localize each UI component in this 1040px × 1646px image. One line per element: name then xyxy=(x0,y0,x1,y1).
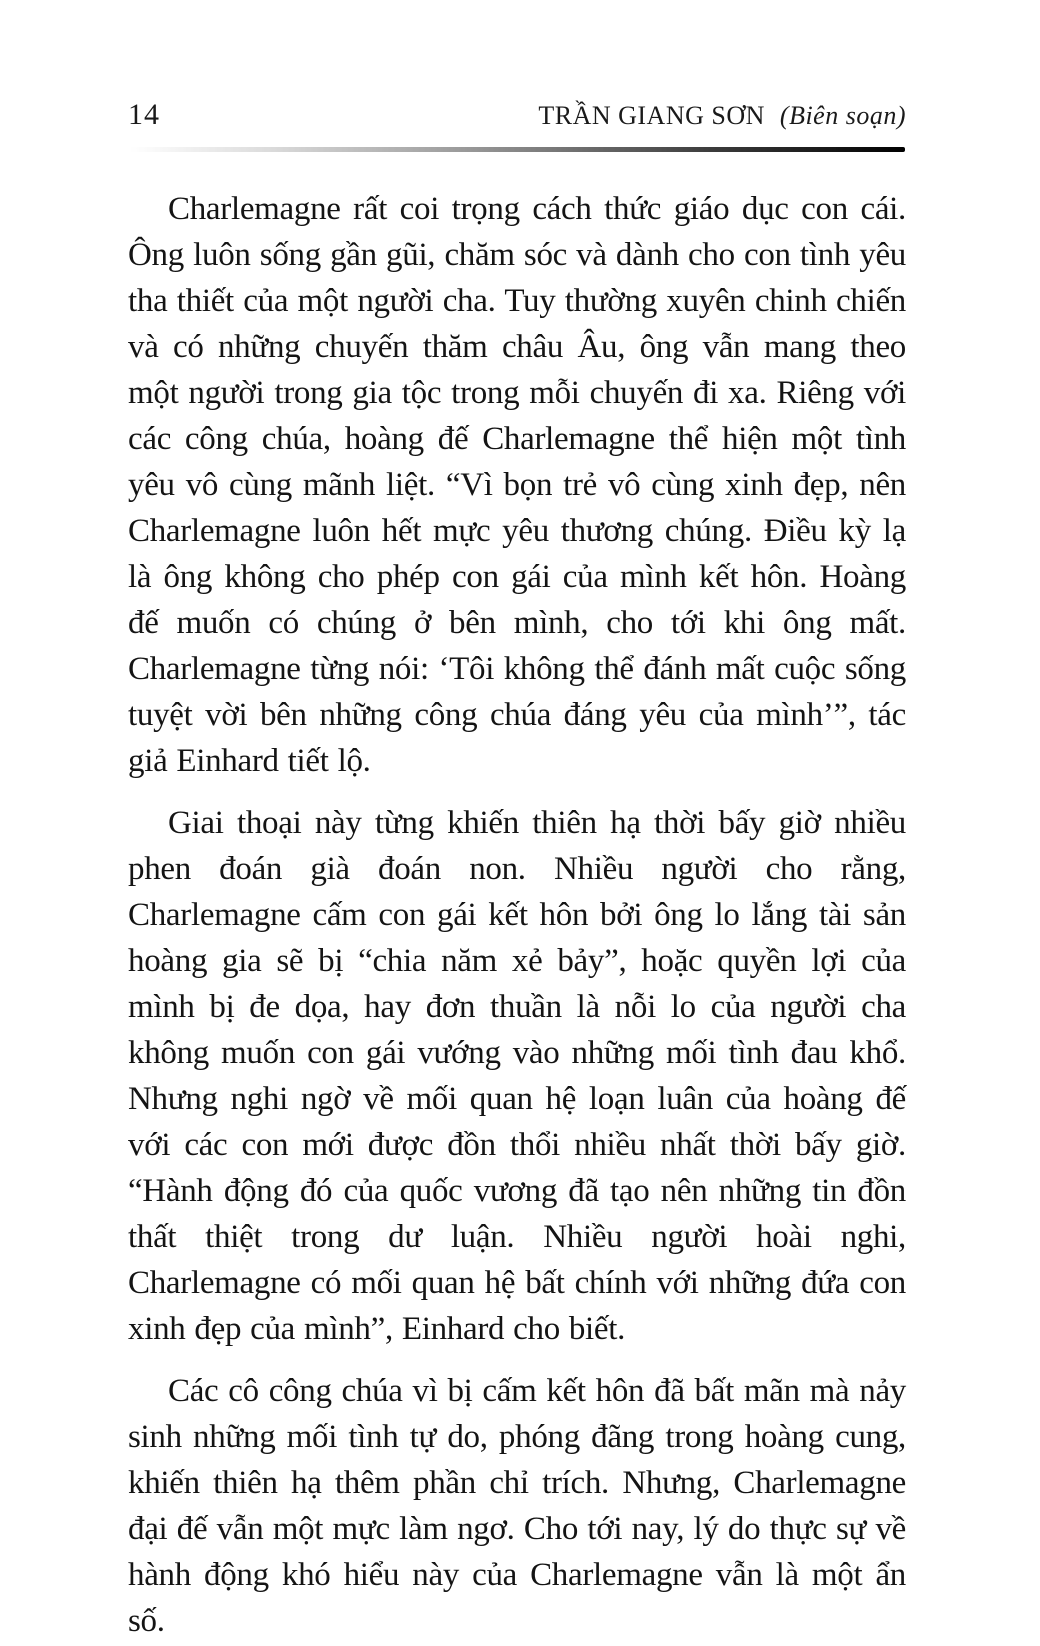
page-header xyxy=(128,98,906,132)
body-paragraph-1: Charlemagne rất coi trọng cách thức giáo dục con cái. Ông luôn sống gần gũi, chăm sóc và dành cho con tình yêu tha thiết của một người cha. Tuy thường xuyên chinh chiến và có những chuyến thăm châu Âu, ông vẫn mang theo một người trong gia tộc trong mỗi chuyến đi xa. Riêng với các công chúa, hoàng đế Charlemagne thể hiện một tình yêu vô cùng mãnh liệt. “Vì bọn trẻ vô cùng xinh đẹp, nên Charlemagne luôn hết mực yêu thương chúng. Điều kỳ lạ là ông không cho phép con gái của mình kết hôn. Hoàng đế muốn có chúng ở bên mình, cho tới khi ông mất. Charlemagne từng nói: ‘Tôi không thể đánh mất cuộc sống tuyệt vời bên những công chúa đáng yêu của mình’”, tác giả Einhard tiết lộ. xyxy=(128,191,906,779)
body-paragraph-2: Giai thoại này từng khiến thiên hạ thời bấy giờ nhiều phen đoán già đoán non. Nhiều người cho rằng, Charlemagne cấm con gái kết hôn bởi ông lo lắng tài sản hoàng gia sẽ bị “chia năm xẻ bảy”, hoặc quyền lợi của mình bị đe dọa, hay đơn thuần là nỗi lo của người cha không muốn con gái vướng vào những mối tình đau khổ. Nhưng nghi ngờ về mối quan hệ loạn luân của hoàng đế với các con mới được đồn thổi nhiều nhất thời bấy giờ. “Hành động đó của quốc vương đã tạo nên những tin đồn thất thiệt trong dư luận. Nhiều người hoài nghi, Charlemagne có mối quan hệ bất chính với những đứa con xinh đẹp của mình”, Einhard cho biết. xyxy=(128,805,906,1347)
header-rule-divider xyxy=(130,147,905,152)
page-body xyxy=(128,186,906,1646)
running-header xyxy=(538,101,906,131)
header-role: (Biên soạn) xyxy=(779,101,906,130)
page-number: 14 xyxy=(128,98,160,131)
body-paragraph-3: Các cô công chúa vì bị cấm kết hôn đã bất mãn mà nảy sinh những mối tình tự do, phóng đãng trong hoàng cung, khiến thiên hạ thêm phần chỉ trích. Nhưng, Charlemagne đại đế vẫn một mực làm ngơ. Cho tới nay, lý do thực sự về hành động khó hiểu này của Charlemagne vẫn là một ẩn số. xyxy=(128,1373,906,1639)
header-author: TRẦN GIANG SƠN xyxy=(538,101,765,130)
